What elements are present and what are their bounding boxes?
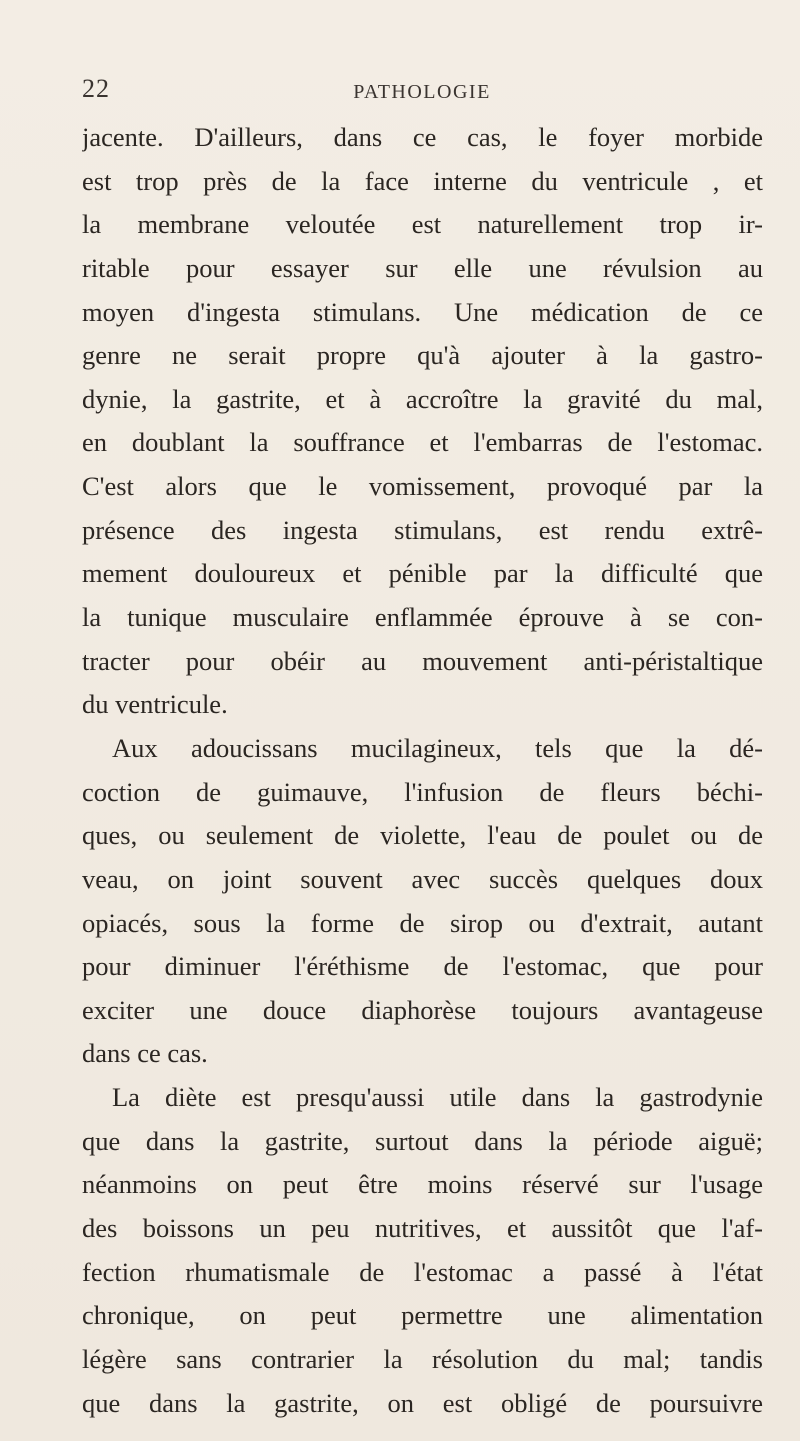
text-line: jacente. D'ailleurs, dans ce cas, le foyer morbide (82, 122, 763, 152)
page-header (82, 74, 762, 114)
text-line: la membrane veloutée est naturellement trop ir- (82, 209, 763, 240)
text-line: la tunique musculaire enflammée éprouve à se con- (82, 602, 763, 633)
text-line: dans ce cas. (82, 1038, 208, 1069)
text-line: La diète est presqu'aussi utile dans la gastrodynie (112, 1082, 763, 1113)
text-line: veau, on joint souvent avec succès quelques doux (82, 863, 763, 894)
text-line: est trop près de la face interne du ventricule , et (82, 165, 763, 196)
text-line: opiacés, sous la forme de sirop ou d'extrait, autant (82, 907, 763, 938)
text-line: moyen d'ingesta stimulans. Une médication de ce (82, 296, 763, 327)
text-line: en doublant la souffrance et l'embarras de l'estomac. (82, 427, 763, 458)
page-number: 22 (82, 74, 110, 103)
text-line: tracter pour obéir au mouvement anti-péristaltique (82, 645, 763, 676)
text-line: que dans la gastrite, on est obligé de poursuivre (82, 1387, 763, 1418)
text-line: des boissons un peu nutritives, et aussitôt que l'af- (82, 1213, 763, 1244)
text-line: présence des ingesta stimulans, est rendu extrê- (82, 514, 763, 545)
running-head: PATHOLOGIE (353, 81, 491, 103)
text-line: fection rhumatismale de l'estomac a passé à l'état (82, 1256, 763, 1287)
text-line: coction de guimauve, l'infusion de fleurs béchi- (82, 776, 763, 807)
text-line: exciter une douce diaphorèse toujours avantageuse (82, 994, 763, 1025)
text-line: genre ne serait propre qu'à ajouter à la gastro- (82, 340, 763, 371)
body-text (82, 116, 763, 1425)
text-line: légère sans contrarier la résolution du mal; tandis (82, 1343, 763, 1374)
text-line: pour diminuer l'éréthisme de l'estomac, que pour (82, 951, 763, 982)
text-line: dynie, la gastrite, et à accroître la gravité du mal, (82, 383, 763, 414)
text-line: du ventricule. (82, 689, 228, 720)
text-line: néanmoins on peut être moins réservé sur l'usage (82, 1169, 763, 1200)
text-line: ritable pour essayer sur elle une révulsion au (82, 252, 763, 283)
text-line: C'est alors que le vomissement, provoqué par la (82, 471, 763, 502)
text-line: chronique, on peut permettre une alimentation (82, 1300, 763, 1331)
text-line: mement douloureux et pénible par la difficulté que (82, 558, 763, 589)
text-line: ques, ou seulement de violette, l'eau de poulet ou de (82, 820, 763, 851)
text-line: Aux adoucissans mucilagineux, tels que la dé- (112, 732, 763, 763)
text-line: que dans la gastrite, surtout dans la période aiguë; (82, 1125, 763, 1156)
